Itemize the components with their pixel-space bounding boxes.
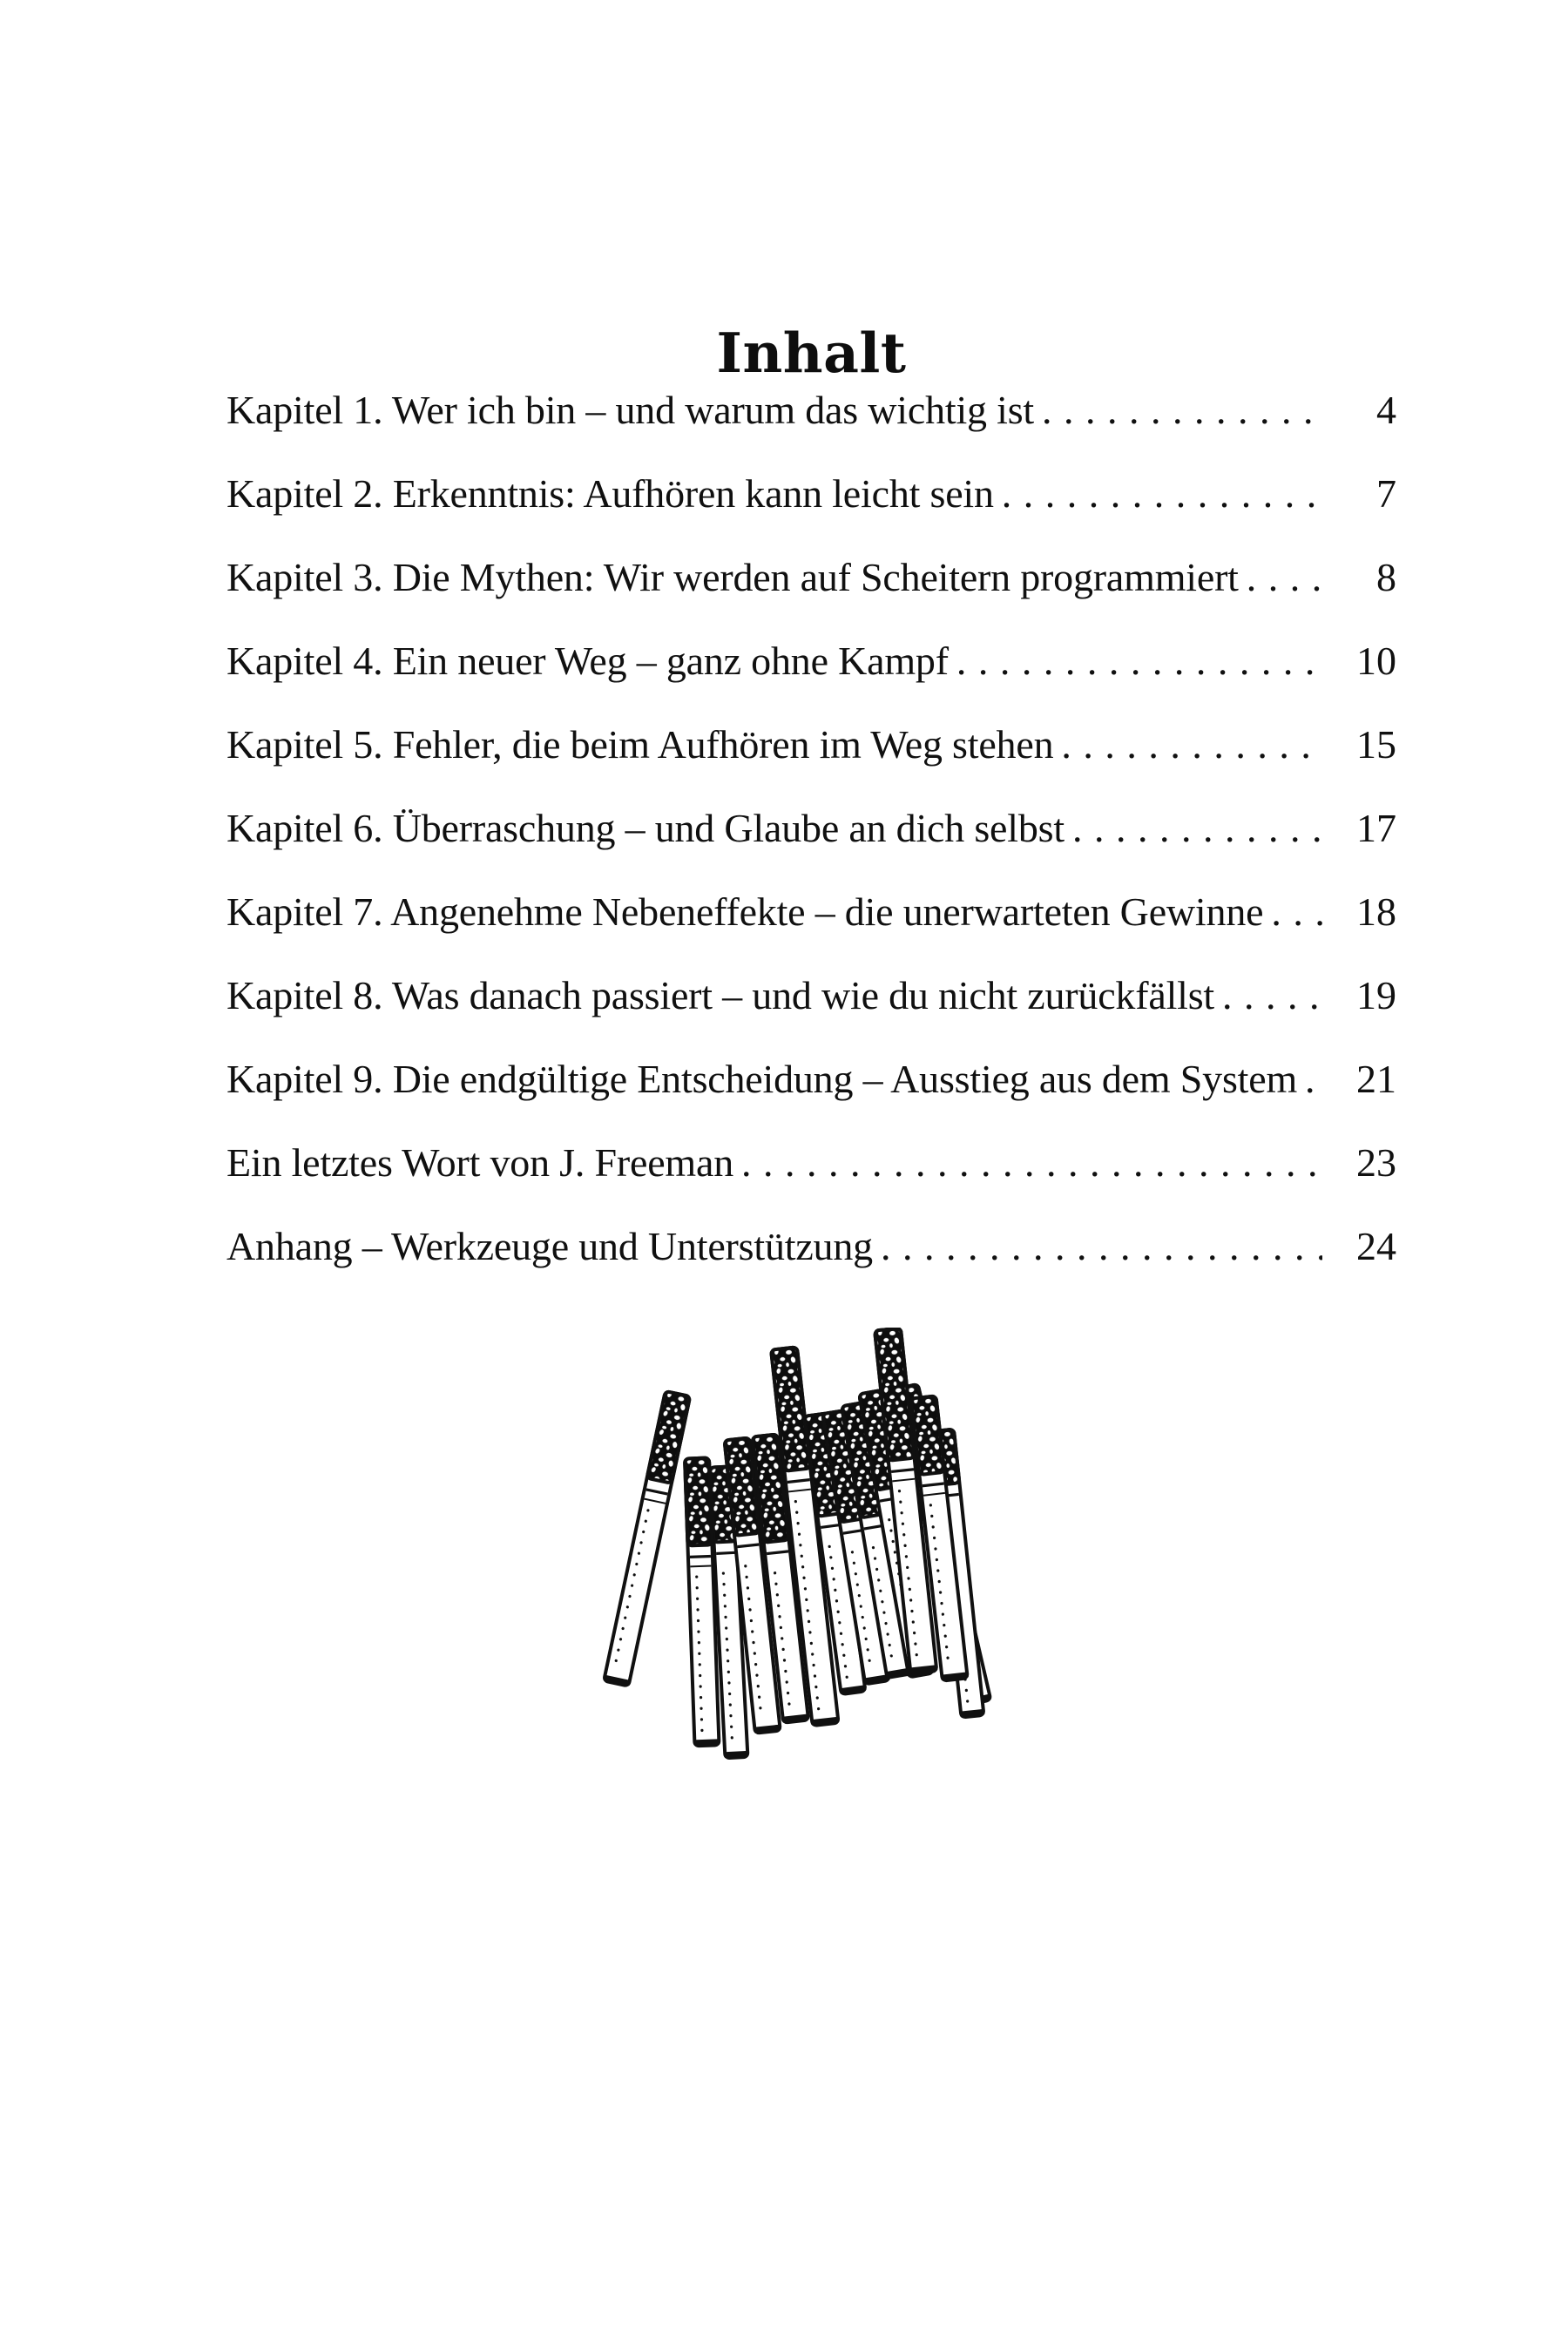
toc-entry-page-number: 7 — [1376, 471, 1396, 516]
toc-entry-page-number: 17 — [1356, 806, 1396, 850]
toc-entry — [226, 1220, 1396, 1273]
cigarette-bundle-illustration — [599, 1328, 1009, 1763]
cigarette — [603, 1391, 692, 1687]
toc-entry-label: Kapitel 8. Was danach passiert – und wie du nicht zurückfällst — [226, 973, 1215, 1017]
toc-entry-page-number: 24 — [1356, 1224, 1396, 1268]
toc-entry — [226, 1137, 1396, 1189]
page-title: Inhalt — [716, 321, 907, 386]
toc-leader-dots — [1034, 384, 1322, 436]
toc-entry-label: Anhang – Werkzeuge und Unterstützung — [226, 1224, 873, 1268]
toc-entry-label: Kapitel 9. Die endgültige Entscheidung – Ausstieg aus dem System — [226, 1057, 1298, 1101]
toc-entry-page-number: 19 — [1356, 973, 1396, 1017]
toc-entry — [226, 802, 1396, 855]
toc-entry-page-number: 18 — [1356, 889, 1396, 934]
toc-entry-page-number: 10 — [1356, 639, 1396, 683]
toc-leader-dots — [733, 1137, 1322, 1189]
toc-leader-dots — [994, 468, 1322, 520]
toc-entry — [226, 468, 1396, 520]
toc-entry-label: Ein letztes Wort von J. Freeman — [226, 1140, 734, 1185]
toc-entry — [226, 1053, 1396, 1105]
toc-entry-label: Kapitel 3. Die Mythen: Wir werden auf Scheitern programmiert — [226, 555, 1239, 599]
toc-leader-dots — [949, 635, 1322, 687]
toc-leader-dots — [1239, 551, 1322, 604]
toc-entry — [226, 384, 1396, 436]
toc-entry-label: Kapitel 1. Wer ich bin – und warum das wichtig ist — [226, 388, 1035, 432]
toc-leader-dots — [1214, 970, 1322, 1022]
toc-entry — [226, 635, 1396, 687]
toc-entry — [226, 970, 1396, 1022]
toc-entry-label: Kapitel 2. Erkenntnis: Aufhören kann leicht sein — [226, 471, 994, 516]
toc-entry-label: Kapitel 4. Ein neuer Weg – ganz ohne Kampf — [226, 639, 949, 683]
toc-entry-page-number: 23 — [1356, 1140, 1396, 1185]
toc-entry — [226, 886, 1396, 938]
toc-entry-page-number: 8 — [1376, 555, 1396, 599]
toc-list — [226, 384, 1396, 1304]
toc-entry-page-number: 15 — [1356, 722, 1396, 767]
toc-leader-dots — [1263, 886, 1322, 938]
toc-entry — [226, 551, 1396, 604]
toc-leader-dots — [1053, 719, 1322, 771]
toc-entry-label: Kapitel 6. Überraschung – und Glaube an dich selbst — [226, 806, 1064, 850]
toc-entry-label: Kapitel 5. Fehler, die beim Aufhören im Weg stehen — [226, 722, 1054, 767]
toc-entry-page-number: 4 — [1376, 388, 1396, 432]
toc-entry-label: Kapitel 7. Angenehme Nebeneffekte – die unerwarteten Gewinne — [226, 889, 1264, 934]
toc-leader-dots — [1297, 1053, 1322, 1105]
toc-entry-page-number: 21 — [1356, 1057, 1396, 1101]
toc-entry — [226, 719, 1396, 771]
toc-leader-dots — [873, 1220, 1322, 1273]
toc-leader-dots — [1064, 802, 1322, 855]
